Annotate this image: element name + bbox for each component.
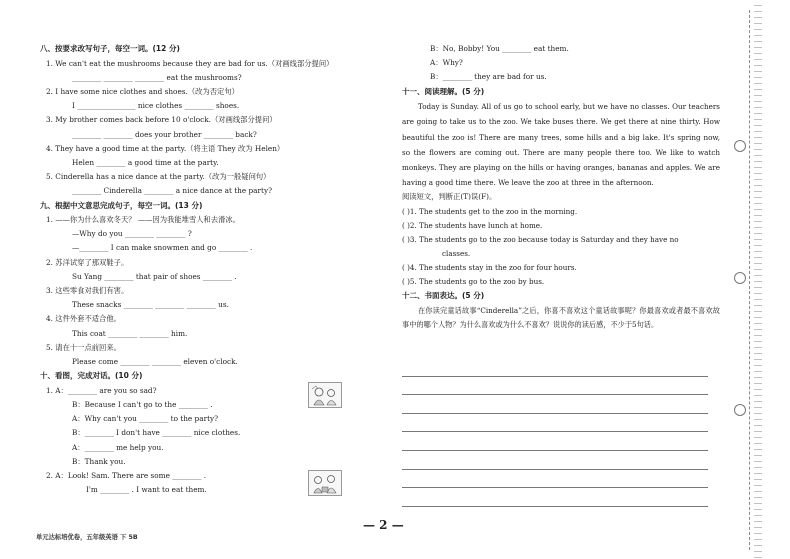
s10-d1-l3[interactable]: A：Why can't you ________ to the party? <box>72 414 219 424</box>
s8-q5: 5. Cinderella has a nice dance at the party.（改为一般疑问句） <box>46 172 271 182</box>
s9-q5: 5. 请在十一点前回来。 <box>46 342 121 352</box>
page-number: — 2 — <box>363 518 404 532</box>
essay-writing-area[interactable] <box>402 358 708 507</box>
writing-line[interactable] <box>402 488 708 507</box>
s9-q3: 3. 这些零食对我们有害。 <box>46 286 129 296</box>
writing-line[interactable] <box>402 358 708 377</box>
section-11-title: 十一、阅读理解。(5 分) <box>402 86 485 96</box>
writing-line[interactable] <box>402 432 708 451</box>
s8-a3[interactable]: ________ ________ does your brother ________ back? <box>72 129 257 139</box>
footer-text: 单元达标培优卷，五年级英语 下 5B <box>36 534 138 541</box>
s8-q1: 1. We can't eat the mushrooms because they are bad for us.（对画线部分提问） <box>46 58 334 68</box>
s9-a5[interactable]: Please come ________ ________ eleven o'clock. <box>72 357 238 367</box>
s8-a2[interactable]: I ________________ nice clothes ________ shoes. <box>72 101 240 111</box>
s10-d1-l4[interactable]: B：________ I don't have ________ nice clothes. <box>72 428 241 438</box>
writing-line[interactable] <box>402 377 708 396</box>
tf-item-3-wrap: classes. <box>442 248 471 258</box>
section-8-title: 八、按要求改写句子，每空一词。(12 分) <box>40 44 180 53</box>
section-9-title: 九、根据中文意思完成句子，每空一词。(13 分) <box>40 200 203 210</box>
s8-a5[interactable]: ________ Cinderella ________ a nice dance at the party? <box>72 186 272 196</box>
s9-a1-line1[interactable]: —Why do you ________ ________ ? <box>72 229 192 239</box>
s10-d2-l3[interactable]: B：No, Bobby! You ________ eat them. <box>430 44 569 53</box>
writing-line[interactable] <box>402 395 708 414</box>
section-10-title: 十、看图，完成对话。(10 分) <box>40 371 143 381</box>
tf-item-3[interactable]: ( )3. The students go to the zoo because today is Saturday and they have no <box>402 234 679 244</box>
essay-prompt: 在你读完童话故事“Cinderella”之后，你喜不喜欢这个童话故事呢？你最喜欢或者最不喜欢故事中的哪个人物？为什么喜欢或为什么不喜欢？说说你的读后感，不少于5句话。 <box>402 305 720 330</box>
s10-d2-l4: A：Why? <box>430 58 463 68</box>
s9-q2: 2. 苏洋试穿了那双鞋子。 <box>46 257 129 267</box>
binding-hole-middle <box>734 272 746 284</box>
tf-item-5[interactable]: ( )5. The students go to the zoo by bus. <box>402 277 545 286</box>
writing-line[interactable] <box>402 414 708 433</box>
kids-snacks-picture <box>308 470 342 496</box>
s9-a2[interactable]: Su Yang ________ that pair of shoes ________ . <box>72 271 237 281</box>
s8-a1[interactable]: ________ ________ ________ eat the mushrooms? <box>72 72 242 82</box>
margin-tick-strip <box>754 0 762 559</box>
s10-d1-l1[interactable]: 1. A：________ are you so sad? <box>46 385 157 395</box>
s10-d1-l6: B：Thank you. <box>72 456 126 466</box>
s10-d1-l2[interactable]: B：Because I can't go to the ________ . <box>72 399 213 409</box>
writing-line[interactable] <box>402 451 708 470</box>
s8-q2: 2. I have some nice clothes and shoes.（改为否定句） <box>46 86 239 96</box>
sad-girl-picture <box>308 382 342 408</box>
section-12-title: 十二、书面表达。(5 分) <box>402 291 485 301</box>
tf-item-4[interactable]: ( )4. The students stay in the zoo for four hours. <box>402 262 577 272</box>
binding-hole-bottom <box>734 404 746 416</box>
s9-q1: 1. ——你为什么喜欢冬天？ ——因为我能堆雪人和去滑冰。 <box>46 215 241 225</box>
s9-a1-line2[interactable]: —________ I can make snowmen and go ________ . <box>72 243 253 253</box>
tf-item-2[interactable]: ( )2. The students have lunch at home. <box>402 220 543 230</box>
tf-instruction: 阅读短文，判断正(T)误(F)。 <box>402 192 497 202</box>
tf-item-1[interactable]: ( )1. The students get to the zoo in the morning. <box>402 206 578 216</box>
right-column <box>402 42 720 333</box>
s10-d2-l1[interactable]: 2. A：Look! Sam. There are some ________ . <box>46 470 207 480</box>
s8-a4[interactable]: Helen ________ a good time at the party. <box>72 157 219 167</box>
reading-passage: Today is Sunday. All of us go to school early, but we have no classes. Our teachers are going to take us to the zoo. We take buses there. We get there at nine thirty. How beautiful the zoo is! There are many trees, some hills and a big lake. It's spring now, so the flowers are coming out. There are many people there too. We like to watch monkeys. They are playing on the hills or having oranges, bananas and apples. We are having a good time there. We leave the zoo at three in the afternoon. <box>402 102 720 188</box>
s10-d2-l2[interactable]: I'm ________ . I want to eat them. <box>86 485 207 495</box>
s9-q4: 4. 这件外套不适合他。 <box>46 314 121 324</box>
s9-a3[interactable]: These snacks ________ ________ ________ us. <box>72 300 229 310</box>
s10-d1-l5[interactable]: A：________ me help you. <box>72 442 164 452</box>
writing-line[interactable] <box>402 470 708 489</box>
s8-q3: 3. My brother comes back before 10 o'clock.（对画线部分提问） <box>46 115 277 125</box>
binding-hole-top <box>734 140 746 152</box>
s8-q4: 4. They have a good time at the party.（将主语 They 改为 Helen） <box>46 143 285 153</box>
binding-dashed-line <box>749 10 750 550</box>
s9-a4[interactable]: This coat ________ ________ him. <box>72 328 188 338</box>
s10-d2-l5[interactable]: B：________ they are bad for us. <box>430 72 547 82</box>
left-column <box>40 42 380 497</box>
